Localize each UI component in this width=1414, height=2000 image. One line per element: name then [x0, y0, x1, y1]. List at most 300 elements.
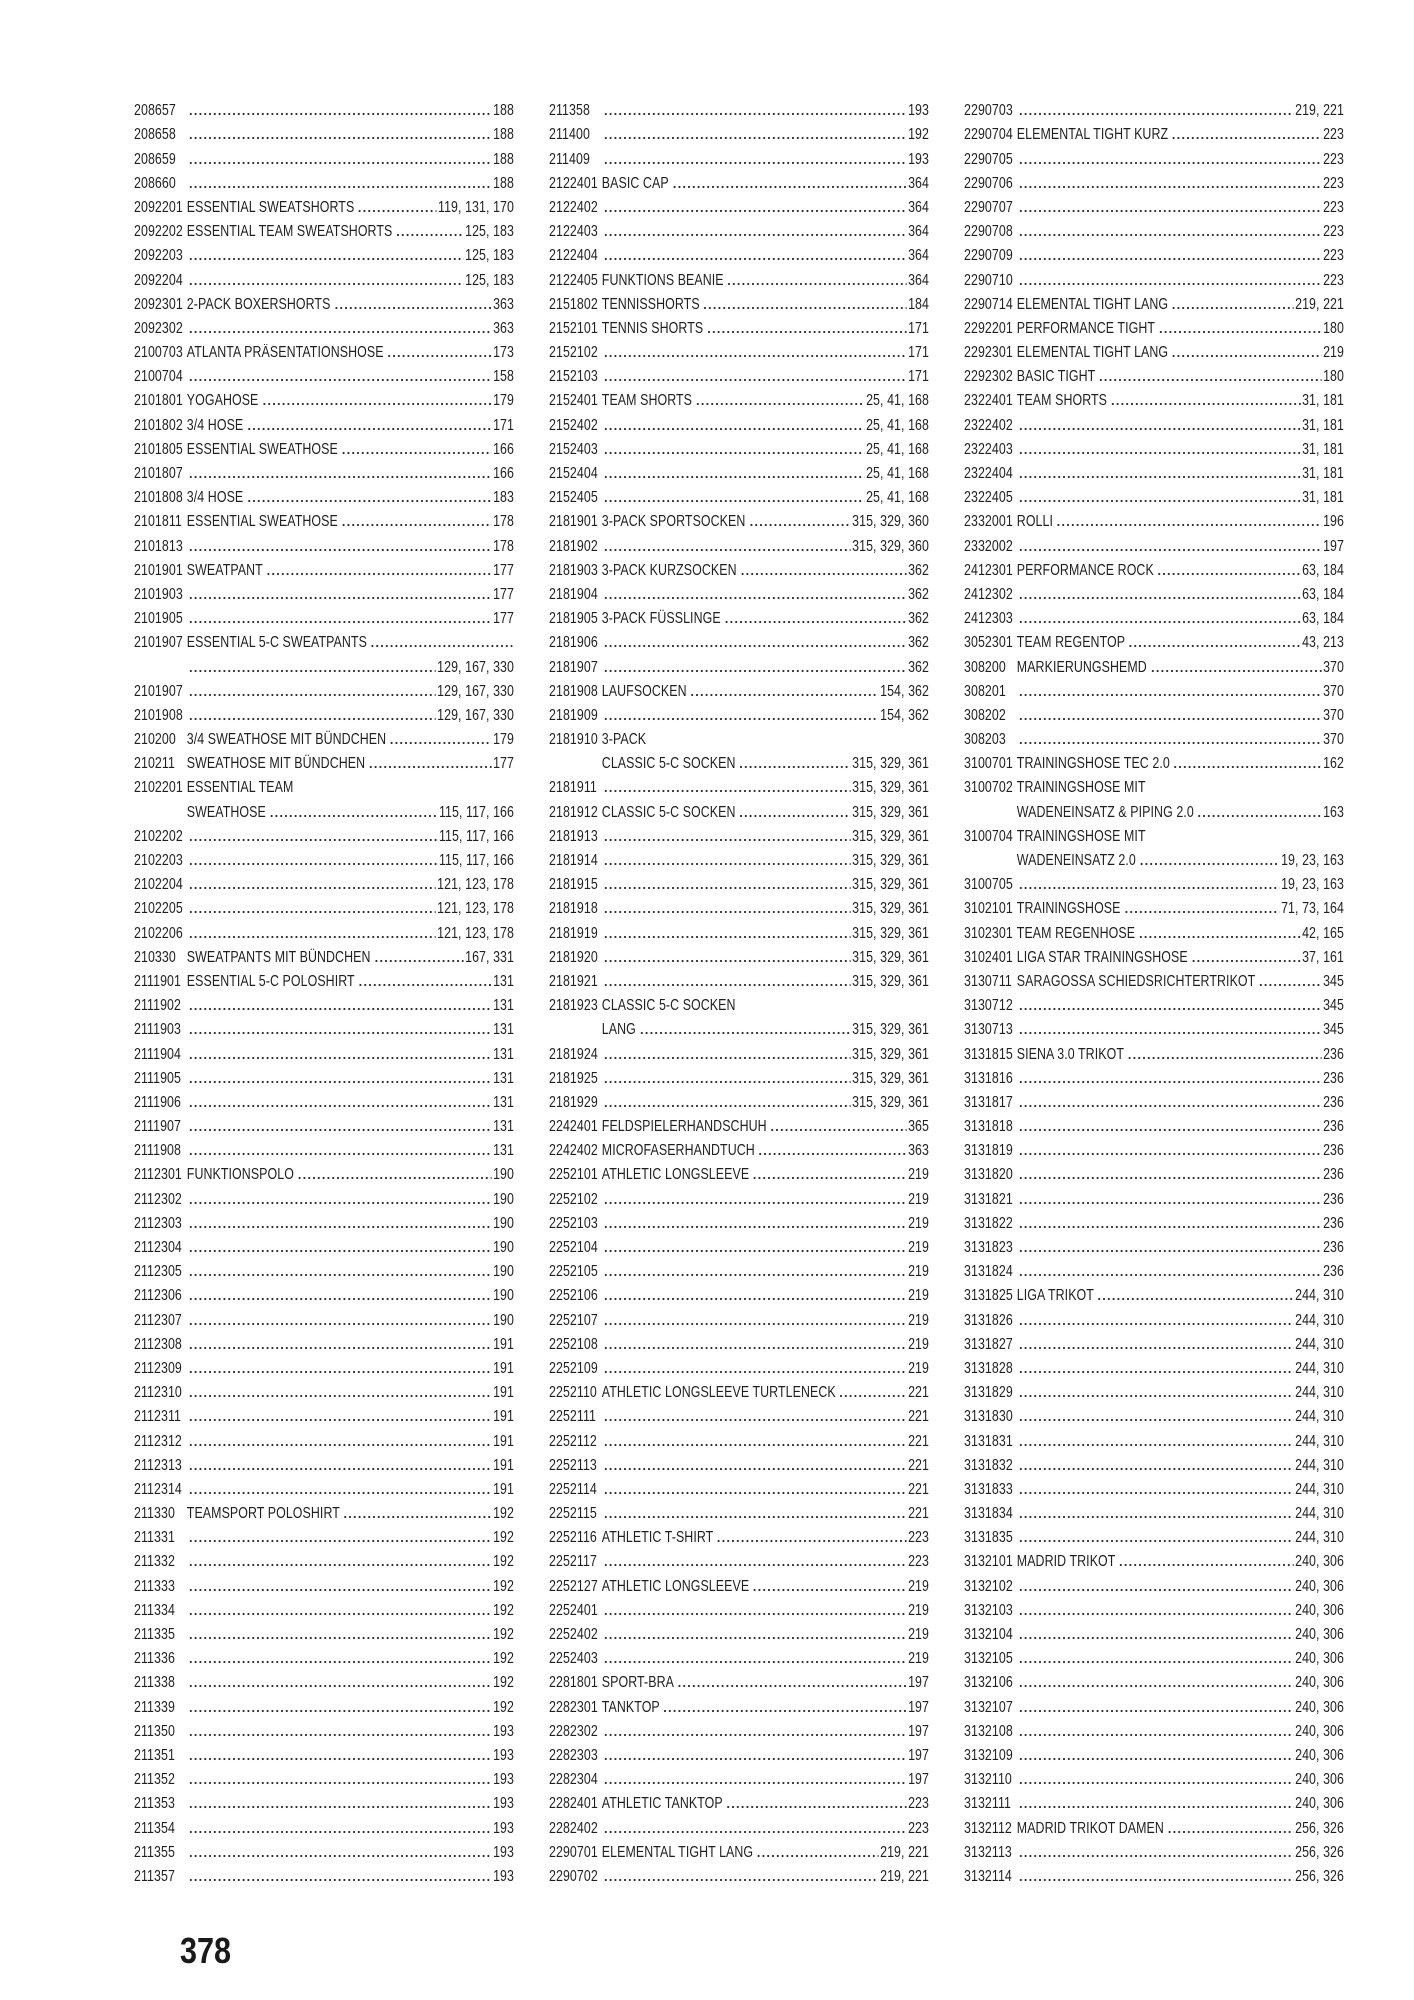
index-entry [964, 265, 1344, 289]
dot-leader [188, 538, 491, 552]
dot-leader [603, 1650, 906, 1664]
dot-leader [1018, 683, 1321, 697]
page-references: 315, 329, 361 [852, 852, 929, 869]
article-number: 2101811 [134, 513, 182, 531]
product-name: TEAM SHORTS [601, 392, 693, 410]
dot-leader [603, 1215, 906, 1229]
product-name: 3-PACK KURZSOCKEN [601, 561, 737, 579]
page-references: 219 [908, 1577, 929, 1595]
index-entry [134, 1088, 514, 1112]
dot-leader [603, 199, 906, 213]
dot-leader [387, 344, 492, 358]
article-number: 211352 [134, 1771, 175, 1789]
index-entry [964, 1547, 1344, 1571]
article-number: 3132107 [964, 1698, 1013, 1716]
page-references: 219 [908, 1601, 929, 1619]
article-number: 2112303 [134, 1214, 182, 1232]
index-entry [549, 362, 929, 386]
dot-leader [727, 272, 907, 286]
page-references: 191 [493, 1432, 514, 1450]
product-name: LANG [601, 1021, 636, 1039]
index-entry [964, 1064, 1344, 1088]
article-number: 2252115 [549, 1505, 597, 1523]
index-entry [549, 96, 929, 120]
index-entry [549, 290, 929, 314]
dot-leader [1110, 392, 1300, 406]
page-references: 131 [493, 972, 514, 990]
page-references: 121, 123, 178 [437, 900, 514, 918]
article-number: 2122404 [549, 247, 598, 265]
page-references: 223 [1323, 223, 1344, 241]
page-references: 131 [493, 1118, 514, 1136]
page-references: 191 [493, 1384, 514, 1402]
page-references: 178 [493, 537, 514, 555]
product-name: FUNKTIONS BEANIE [601, 271, 724, 289]
index-entry [964, 749, 1344, 773]
page-references: 223 [1323, 198, 1344, 216]
page-references: 362 [908, 634, 929, 652]
index-entry [964, 1257, 1344, 1281]
page-references: 192 [493, 1626, 514, 1643]
page-references: 364 [908, 174, 929, 192]
page-references: 219 [908, 1626, 929, 1643]
dot-leader [672, 175, 907, 189]
product-name: ELEMENTAL TIGHT LANG [1016, 295, 1169, 313]
dot-leader [1018, 1457, 1293, 1471]
page-references: 240, 306 [1295, 1626, 1344, 1643]
dot-leader [188, 1481, 491, 1495]
index-entry [549, 918, 929, 942]
index-entry [549, 1596, 929, 1620]
page-references: 115, 117, 166 [438, 803, 514, 821]
article-number: 2100704 [134, 368, 183, 386]
dot-leader [603, 538, 850, 552]
index-entry [964, 1620, 1344, 1644]
page-references: 244, 310 [1295, 1408, 1344, 1426]
article-number: 2111904 [134, 1045, 181, 1063]
product-name: LIGA TRIKOT [1016, 1287, 1094, 1305]
dot-leader [1018, 1433, 1293, 1447]
index-entry [964, 1160, 1344, 1184]
article-number: 2282302 [549, 1722, 598, 1740]
index-entry [549, 144, 929, 168]
dot-leader [695, 392, 864, 406]
page-references: 191 [493, 1359, 514, 1377]
article-number: 2290707 [964, 198, 1013, 216]
article-number: 3131816 [964, 1069, 1013, 1087]
product-name: TEAM REGENHOSE [1016, 924, 1136, 942]
article-number: 2181910 [549, 731, 598, 749]
article-number: 2101805 [134, 440, 183, 458]
page-references: 193 [493, 1795, 514, 1813]
article-number: 3131828 [964, 1359, 1013, 1377]
article-number: 211357 [134, 1867, 175, 1885]
index-entry [964, 846, 1344, 870]
index-entry [549, 435, 929, 459]
index-entry [549, 1451, 929, 1475]
product-name: YOGAHOSE [186, 392, 259, 410]
article-number: 2111906 [134, 1093, 181, 1111]
product-name: ATHLETIC LONGSLEEVE TURTLENECK [601, 1384, 836, 1402]
article-number: 3132105 [964, 1650, 1013, 1668]
dot-leader [188, 102, 491, 116]
index-entry [964, 459, 1344, 483]
dot-leader [1018, 707, 1321, 721]
product-name: SIENA 3.0 TRIKOT [1016, 1045, 1124, 1063]
page-references: 129, 167, 330 [437, 658, 514, 676]
page-references: 177 [493, 561, 514, 579]
dot-leader [1128, 634, 1300, 648]
article-number: 2252114 [549, 1480, 597, 1498]
article-number: 2101801 [134, 392, 183, 410]
article-number: 211335 [134, 1626, 175, 1643]
dot-leader [1158, 320, 1321, 334]
index-entry [964, 1741, 1344, 1765]
page-references: 240, 306 [1295, 1698, 1344, 1716]
article-number: 3132110 [964, 1771, 1012, 1789]
product-name: LIGA STAR TRAININGSHOSE [1016, 948, 1188, 966]
dot-leader [1018, 151, 1321, 165]
page-references: 219 [908, 1311, 929, 1329]
index-entry [549, 1354, 929, 1378]
index-entry [964, 1765, 1344, 1789]
article-number: 2101907 [134, 682, 183, 700]
index-entry [549, 241, 929, 265]
index-entry [549, 1692, 929, 1716]
product-name: ELEMENTAL TIGHT KURZ [1016, 126, 1169, 144]
page-references: 193 [493, 1746, 514, 1764]
article-number: 2092201 [134, 198, 183, 216]
article-number: 3131831 [964, 1432, 1013, 1450]
page-references: 31, 181 [1302, 440, 1344, 458]
dot-leader [603, 1312, 906, 1326]
article-number: 2152405 [549, 489, 598, 507]
page-references: 171 [908, 344, 929, 362]
article-number: 3132114 [964, 1867, 1012, 1885]
index-entry [964, 1571, 1344, 1595]
dot-leader [341, 441, 491, 455]
dot-leader [266, 562, 491, 576]
dot-leader [603, 344, 906, 358]
article-number: 308200 [964, 658, 1006, 676]
article-number: 211358 [549, 102, 590, 120]
page-references: 25, 41, 168 [866, 416, 929, 434]
article-number: 211330 [134, 1505, 175, 1523]
index-entry [549, 1717, 929, 1741]
dot-leader [188, 586, 491, 600]
product-name: WADENEINSATZ 2.0 [1016, 852, 1136, 869]
index-entry [134, 1233, 514, 1257]
page-references: 158 [493, 368, 514, 386]
article-number: 2111905 [134, 1069, 181, 1087]
index-entry [134, 1838, 514, 1862]
article-number: 211334 [134, 1601, 175, 1619]
index-entry [549, 531, 929, 555]
page-references: 315, 329, 361 [852, 803, 929, 821]
dot-leader [603, 1263, 906, 1277]
page-references: 370 [1323, 731, 1344, 749]
index-entry [549, 1813, 929, 1837]
article-number: 2101903 [134, 585, 183, 603]
index-entry [134, 1523, 514, 1547]
product-name: ELEMENTAL TIGHT LANG [601, 1843, 754, 1861]
product-name: TEAM REGENTOP [1016, 634, 1126, 652]
index-entry [549, 701, 929, 725]
dot-leader [603, 900, 850, 914]
dot-leader [1191, 949, 1301, 963]
dot-leader [1018, 1094, 1321, 1108]
index-entry [134, 1741, 514, 1765]
article-number: 2112309 [134, 1359, 182, 1377]
page-references: 154, 362 [880, 682, 929, 700]
dot-leader [1018, 247, 1321, 261]
index-entry [134, 1475, 514, 1499]
index-entry [134, 1426, 514, 1450]
article-number: 2252107 [549, 1311, 598, 1329]
dot-leader [1018, 1360, 1293, 1374]
dot-leader [603, 1553, 906, 1567]
dot-leader [358, 973, 492, 987]
dot-leader [603, 659, 906, 673]
page-references: 197 [908, 1674, 929, 1692]
dot-leader [603, 1723, 906, 1737]
product-name: SWEATPANTS MIT BÜNDCHEN [186, 948, 371, 966]
product-name: TEAMSPORT POLOSHIRT [186, 1505, 340, 1523]
dot-leader [1018, 1771, 1293, 1785]
page-references: 192 [493, 1577, 514, 1595]
index-entry [134, 1330, 514, 1354]
page-references: 31, 181 [1302, 392, 1344, 410]
dot-leader [1018, 1408, 1293, 1422]
index-entry [549, 459, 929, 483]
article-number: 2252402 [549, 1626, 598, 1643]
article-number: 2112307 [134, 1311, 182, 1329]
dot-leader [188, 1553, 491, 1567]
article-number: 2152402 [549, 416, 598, 434]
article-number: 3131824 [964, 1263, 1013, 1281]
product-name: ESSENTIAL 5-C SWEATPANTS [186, 634, 367, 652]
dot-leader [1171, 344, 1321, 358]
dot-leader [1018, 1795, 1293, 1809]
product-name: ATHLETIC TANKTOP [601, 1795, 723, 1813]
article-number: 2252108 [549, 1335, 598, 1353]
page-references: 131 [493, 1093, 514, 1111]
article-number: 3130711 [964, 972, 1012, 990]
index-entry [964, 822, 1344, 846]
index-entry [964, 1039, 1344, 1063]
page-references: 188 [493, 150, 514, 168]
index-entry [549, 652, 929, 676]
dot-leader [603, 368, 906, 382]
index-entry [134, 1354, 514, 1378]
page-number: 378 [180, 1930, 232, 1971]
dot-leader [188, 1408, 491, 1422]
page-references: 125, 183 [465, 271, 514, 289]
article-number: 2252127 [549, 1577, 598, 1595]
article-number: 2101908 [134, 706, 183, 724]
page-references: 129, 167, 330 [437, 682, 514, 700]
article-number: 3131826 [964, 1311, 1013, 1329]
article-number: 2322401 [964, 392, 1013, 410]
article-number: 2101813 [134, 537, 183, 555]
article-number: 2102204 [134, 876, 183, 894]
dot-leader [603, 102, 906, 116]
index-entry [549, 1402, 929, 1426]
article-number: 3130712 [964, 997, 1013, 1015]
index-entry [964, 193, 1344, 217]
dot-leader [343, 1505, 491, 1519]
page-references: 171 [493, 416, 514, 434]
dot-leader [1018, 1844, 1293, 1858]
index-entry [549, 943, 929, 967]
article-number: 210211 [134, 755, 175, 773]
dot-leader [188, 852, 437, 866]
dot-leader [752, 1166, 906, 1180]
index-entry [964, 1596, 1344, 1620]
page-references: 190 [493, 1190, 514, 1208]
article-number: 2290704 [964, 126, 1013, 144]
index-entry [549, 1571, 929, 1595]
product-name: WADENEINSATZ & PIPING 2.0 [1016, 803, 1194, 821]
article-number: 2181919 [549, 924, 598, 942]
page-references: 364 [908, 223, 929, 241]
article-number: 2290705 [964, 150, 1013, 168]
article-number: 2122402 [549, 198, 598, 216]
index-entry [134, 1378, 514, 1402]
page-references: 184 [908, 295, 929, 313]
index-entry [964, 1354, 1344, 1378]
index-entry [549, 338, 929, 362]
page-references: 236 [1323, 1166, 1344, 1184]
dot-leader [188, 659, 435, 673]
page-references: 131 [493, 997, 514, 1015]
index-entry [134, 193, 514, 217]
article-number: 3100701 [964, 755, 1013, 773]
page-references: 31, 181 [1302, 489, 1344, 507]
index-entry [549, 1039, 929, 1063]
article-number: 2111901 [134, 972, 181, 990]
product-name: CLASSIC 5-C SOCKEN [601, 997, 736, 1015]
dot-leader [1018, 272, 1321, 286]
page-references: 362 [908, 658, 929, 676]
index-entry [549, 1015, 929, 1039]
index-entry [134, 1184, 514, 1208]
page-references: 362 [908, 585, 929, 603]
page-references: 315, 329, 361 [852, 827, 929, 845]
article-number: 2122401 [549, 174, 598, 192]
index-entry [549, 507, 929, 531]
index-entry [964, 918, 1344, 942]
dot-leader [603, 949, 850, 963]
page-references: 166 [493, 440, 514, 458]
index-entry [964, 1209, 1344, 1233]
article-number: 2152101 [549, 319, 598, 337]
article-number: 211331 [134, 1529, 175, 1547]
page-references: 315, 329, 361 [852, 1069, 929, 1087]
index-entry [134, 725, 514, 749]
article-number: 211336 [134, 1650, 175, 1668]
page-references: 236 [1323, 1263, 1344, 1281]
article-number: 211339 [134, 1698, 175, 1716]
dot-leader [1018, 1312, 1293, 1326]
index-entry [964, 1233, 1344, 1257]
dot-leader [603, 441, 864, 455]
index-entry [964, 1184, 1344, 1208]
dot-leader [603, 1481, 906, 1495]
index-entry [964, 1692, 1344, 1716]
page-references: 370 [1323, 706, 1344, 724]
dot-leader [603, 1094, 850, 1108]
index-entry [134, 1644, 514, 1668]
article-number: 3131825 [964, 1287, 1013, 1305]
index-entry [964, 797, 1344, 821]
article-number: 2102202 [134, 827, 183, 845]
page-references: 256, 326 [1295, 1843, 1344, 1861]
page-references: 315, 329, 361 [852, 1021, 929, 1039]
page-references: 221 [908, 1505, 929, 1523]
dot-leader [188, 1215, 491, 1229]
page-references: 190 [493, 1166, 514, 1184]
page-references: 236 [1323, 1045, 1344, 1063]
article-number: 2111907 [134, 1118, 181, 1136]
dot-leader [188, 1674, 491, 1688]
product-name: SARAGOSSA SCHIEDSRICHTERTRIKOT [1016, 972, 1256, 990]
page-references: 193 [493, 1867, 514, 1885]
article-number: 2412301 [964, 561, 1013, 579]
index-entry [964, 1088, 1344, 1112]
article-number: 3132104 [964, 1626, 1013, 1643]
index-entry [549, 1547, 929, 1571]
article-number: 2322404 [964, 465, 1013, 482]
article-number: 2181904 [549, 585, 598, 603]
index-entry [549, 846, 929, 870]
dot-leader [1018, 1674, 1293, 1688]
index-entry [549, 169, 929, 193]
page-references: 125, 183 [465, 247, 514, 265]
article-number: 2112308 [134, 1335, 182, 1353]
dot-leader [188, 1094, 491, 1108]
index-entry [549, 822, 929, 846]
index-entry [549, 1644, 929, 1668]
page-references: 179 [493, 731, 514, 749]
page-references: 193 [493, 1722, 514, 1740]
index-entry [549, 1209, 929, 1233]
index-entry [964, 991, 1344, 1015]
dot-leader [1149, 779, 1343, 793]
page-references: 223 [1323, 271, 1344, 289]
article-number: 210200 [134, 731, 176, 749]
dot-leader [603, 417, 864, 431]
dot-leader [1018, 1263, 1321, 1277]
index-entry [964, 580, 1344, 604]
page-references: 223 [908, 1553, 929, 1571]
index-entry [964, 386, 1344, 410]
index-entry [134, 1257, 514, 1281]
index-entry [964, 1305, 1344, 1329]
index-entry [134, 628, 514, 652]
index-entry [134, 677, 514, 701]
article-number: 2092302 [134, 319, 183, 337]
dot-leader [663, 1699, 906, 1713]
product-name: FUNKTIONSPOLO [186, 1166, 294, 1184]
page-references: 236 [1323, 1142, 1344, 1160]
article-number: 2252103 [549, 1214, 598, 1232]
product-name: 3-PACK SPORTSOCKEN [601, 513, 746, 531]
index-entry [134, 1402, 514, 1426]
article-number: 2152403 [549, 440, 598, 458]
index-entry [549, 580, 929, 604]
dot-leader [603, 1046, 850, 1060]
